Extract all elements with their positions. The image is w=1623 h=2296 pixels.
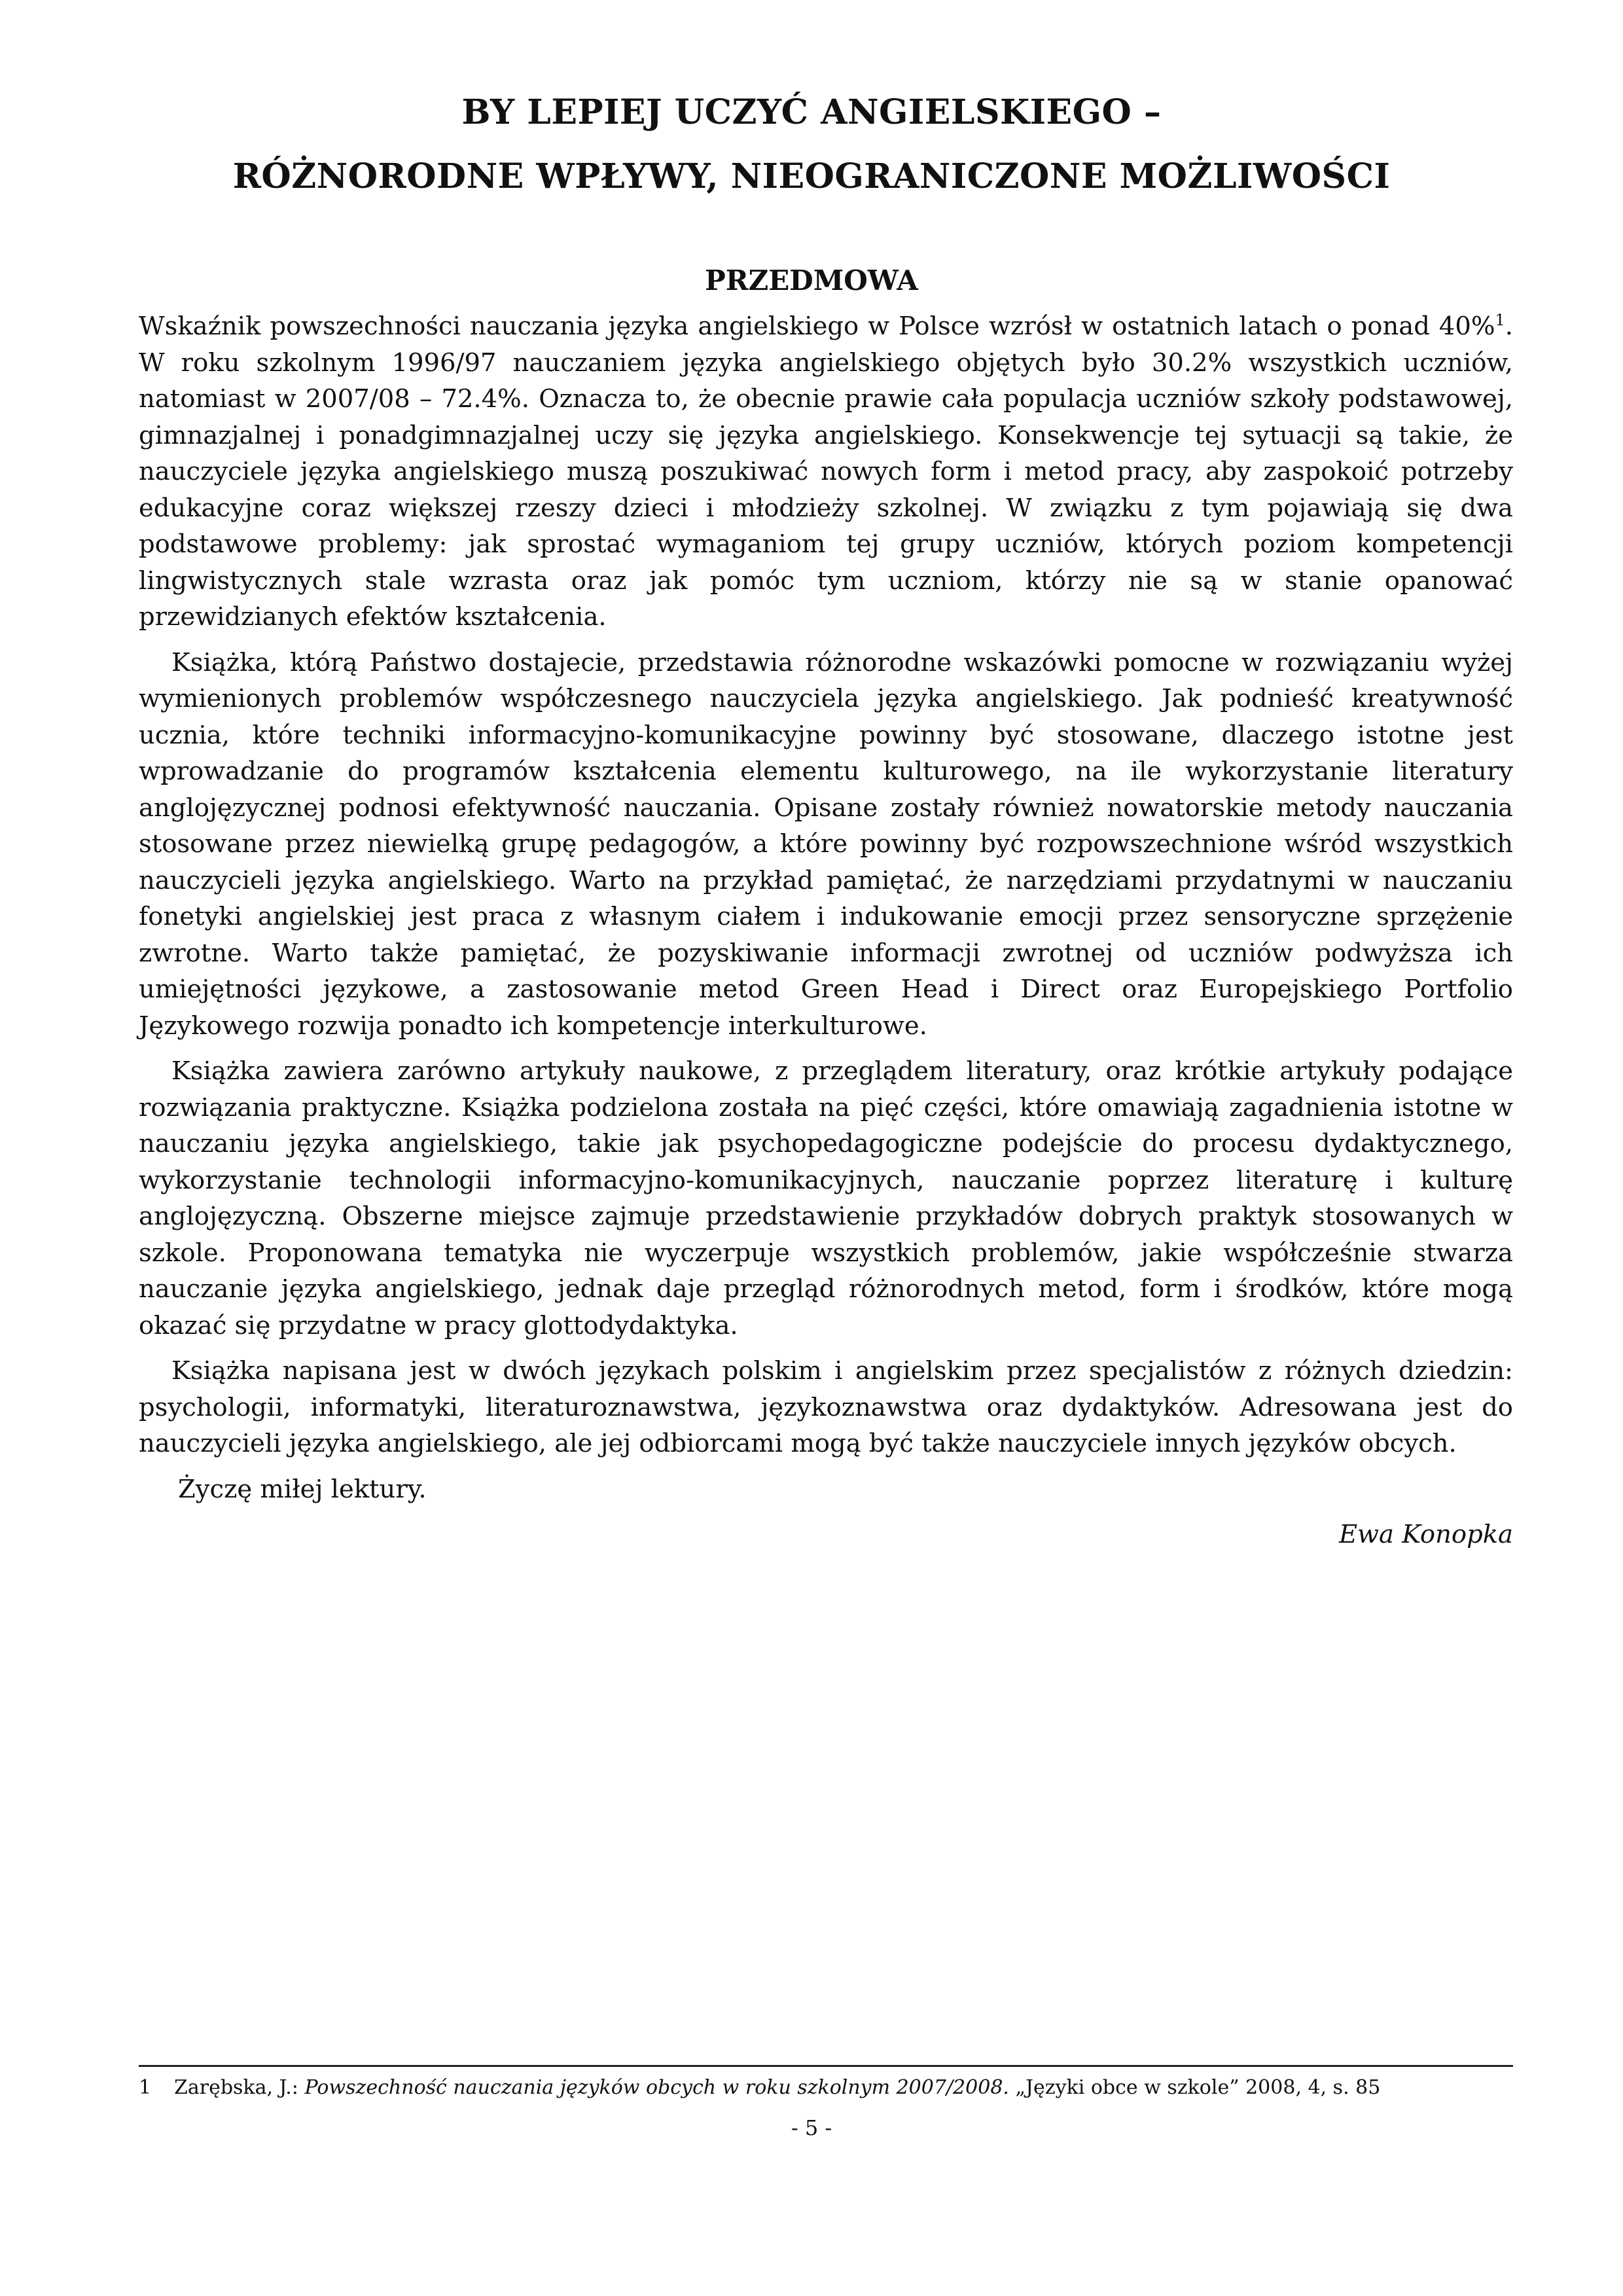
document-title-line-1: BY LEPIEJ UCZYĆ ANGIELSKIEGO – xyxy=(461,92,1162,132)
paragraph-1 xyxy=(139,308,1513,636)
page-number: - 5 - xyxy=(791,2115,832,2140)
signature: Ewa Konopka xyxy=(1338,1520,1513,1549)
section-heading: PRZEDMOWA xyxy=(705,264,918,296)
paragraph-2: Książka, którą Państwo dostajecie, przedstawia różnorodne wskazówki pomocne w rozwiązaniu wyżej wymienionych problemów współczesnego nauczyciela języka angielskiego. Jak podnieść kreatywność ucznia, które techniki informacyjno-komunikacyjne powinny być stosowane, dlaczego istotne jest wprowadzanie do programów kształcenia elementu kulturowego, na ile wykorzystanie literatury anglojęzycznej podnosi efektywność nauczania. Opisane zostały również nowatorskie metody nauczania stosowane przez niewielką grupę pedagogów, a które powinny być rozpowszechnione wśród wszystkich nauczycieli języka angielskiego. Warto na przykład pamiętać, że narzędziami przydatnymi w nauczaniu fonetyki angielskiej jest praca z własnym ciałem i indukowanie emocji przez sensoryczne sprzężenie zwrotne. Warto także pamiętać, że pozyskiwanie informacji zwrotnej od uczniów podwyższa ich umiejętności językowe, a zastosowanie metod Green Head i Direct oraz Europejskiego Portfolio Językowego rozwija ponadto ich kompetencje interkulturowe. xyxy=(139,647,1513,1041)
paragraph-4: Książka napisana jest w dwóch językach polskim i angielskim przez specjalistów z różnych dziedzin: psychologii, informatyki, literaturoznawstwa, językoznawstwa oraz dydaktyków. Adresowana jest do nauczycieli języka angielskiego, ale jej odbiorcami mogą być także nauczyciele innych języków obcych. xyxy=(139,1356,1513,1458)
footnote-publication: „Języki obce w szkole” 2008, 4, s. 85 xyxy=(1008,2076,1381,2099)
footnote-source-title: Powszechność nauczania języków obcych w roku szkolnym 2007/2008. xyxy=(304,2076,1009,2099)
paragraph-1-start: Wskaźnik powszechności nauczania języka angielskiego w Polsce wzrósł w ostatnich latach o ponad 40% xyxy=(139,312,1495,341)
footnote-divider xyxy=(139,2065,1513,2067)
footnote xyxy=(139,2073,1513,2102)
greeting: Życzę miłej lektury. xyxy=(178,1474,427,1504)
footnote-author: Zarębska, J.: xyxy=(174,2076,305,2099)
document-title-line-2: RÓŻNORODNE WPŁYWY, NIEOGRANICZONE MOŻLIWOŚCI xyxy=(232,156,1391,196)
footnote-number: 1 xyxy=(139,2076,152,2099)
paragraph-3: Książka zawiera zarówno artykuły naukowe, z przeglądem literatury, oraz krótkie artykuły podające rozwiązania praktyczne. Książka podzielona została na pięć części, które omawiają zagadnienia istotne w nauczaniu języka angielskiego, takie jak psychopedagogiczne podejście do procesu dydaktycznego, wykorzystanie technologii informacyjno-komunikacyjnych, nauczanie poprzez literaturę i kulturę anglojęzyczną. Obszerne miejsce zajmuje przedstawienie przykładów dobrych praktyk stosowanych w szkole. Proponowana tematyka nie wyczerpuje wszystkich problemów, jakie współcześnie stwarza nauczanie języka angielskiego, jednak daje przegląd różnorodnych metod, form i środków, które mogą okazać się przydatne w pracy glottodydaktyka. xyxy=(139,1056,1513,1340)
footnote-reference: 1 xyxy=(1495,311,1505,330)
body-text xyxy=(139,308,1513,1562)
paragraph-1-end: . W roku szkolnym 1996/97 nauczaniem języka angielskiego objętych było 30.2% wszystkich uczniów, natomiast w 2007/08 – 72.4%. Oznacza to, że obecnie prawie cała populacja uczniów szkoły podstawowej, gimnazjalnej i ponadgimnazjalnej uczy się języka angielskiego. Konsekwencje tej sytuacji są takie, że nauczyciele języka angielskiego muszą poszukiwać nowych form i metod pracy, aby zaspokoić potrzeby edukacyjne coraz większej rzeszy dzieci i młodzieży szkolnej. W związku z tym pojawiają się dwa podstawowe problemy: jak sprostać wymaganiom tej grupy uczniów, których poziom kompetencji lingwistycznych stale wzrasta oraz jak pomóc tym uczniom, którzy nie są w stanie opanować przewidzianych efektów kształcenia. xyxy=(139,312,1513,632)
